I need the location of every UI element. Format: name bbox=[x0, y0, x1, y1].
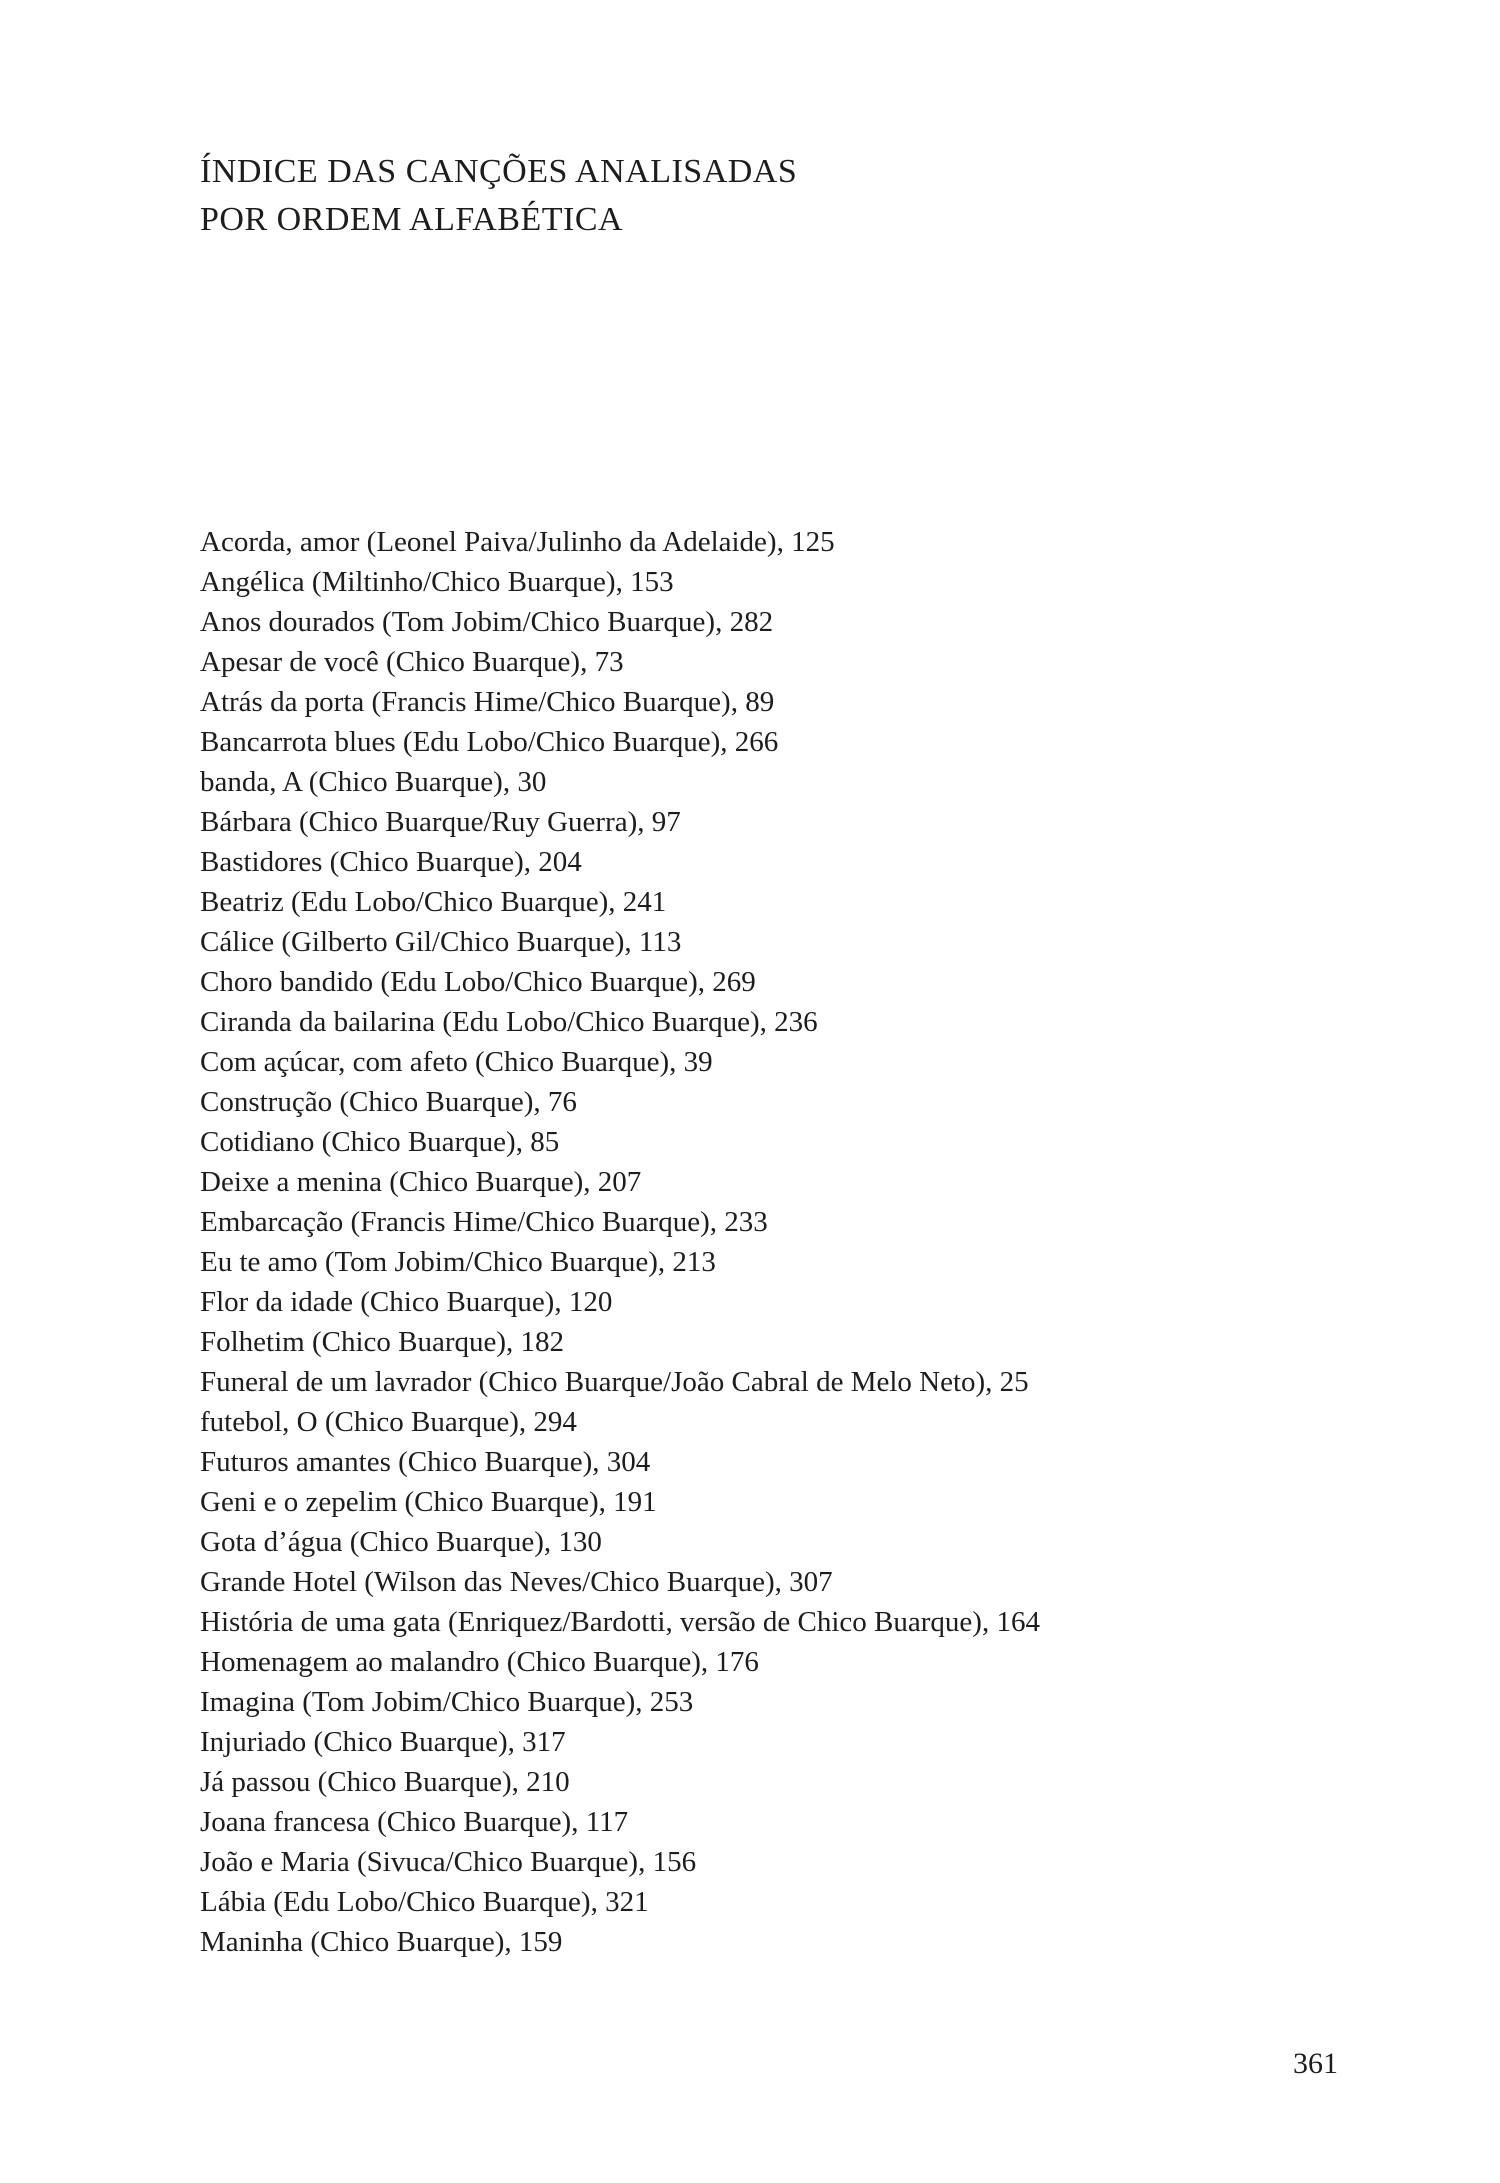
index-entry: Joana francesa (Chico Buarque), 117 bbox=[200, 1806, 629, 1838]
index-entry: Funeral de um lavrador (Chico Buarque/João Cabral de Melo Neto), 25 bbox=[200, 1366, 1029, 1398]
index-entry: Injuriado (Chico Buarque), 317 bbox=[200, 1726, 566, 1758]
index-entry: Cotidiano (Chico Buarque), 85 bbox=[200, 1126, 560, 1158]
index-entry: Bárbara (Chico Buarque/Ruy Guerra), 97 bbox=[200, 806, 681, 838]
index-entry: Folhetim (Chico Buarque), 182 bbox=[200, 1326, 565, 1358]
index-entry: Angélica (Miltinho/Chico Buarque), 153 bbox=[200, 566, 674, 598]
index-entry: Futuros amantes (Chico Buarque), 304 bbox=[200, 1446, 651, 1478]
index-entry: Bastidores (Chico Buarque), 204 bbox=[200, 846, 582, 878]
index-entry: História de uma gata (Enriquez/Bardotti, versão de Chico Buarque), 164 bbox=[200, 1606, 1040, 1638]
index-entry: Eu te amo (Tom Jobim/Chico Buarque), 213 bbox=[200, 1246, 716, 1278]
index-entry: Acorda, amor (Leonel Paiva/Julinho da Adelaide), 125 bbox=[200, 526, 835, 558]
index-entry: futebol, O (Chico Buarque), 294 bbox=[200, 1406, 577, 1438]
index-entry: Ciranda da bailarina (Edu Lobo/Chico Buarque), 236 bbox=[200, 1006, 818, 1038]
index-entry: Beatriz (Edu Lobo/Chico Buarque), 241 bbox=[200, 886, 667, 918]
index-entry: Geni e o zepelim (Chico Buarque), 191 bbox=[200, 1486, 657, 1518]
index-entry: banda, A (Chico Buarque), 30 bbox=[200, 766, 547, 798]
index-entry: Embarcação (Francis Hime/Chico Buarque), 233 bbox=[200, 1206, 768, 1238]
index-entry: Gota d’água (Chico Buarque), 130 bbox=[200, 1526, 602, 1558]
page-title-line-2: POR ORDEM ALFABÉTICA bbox=[200, 201, 624, 238]
index-entry: Choro bandido (Edu Lobo/Chico Buarque), 269 bbox=[200, 966, 756, 998]
index-entry: João e Maria (Sivuca/Chico Buarque), 156 bbox=[200, 1846, 697, 1878]
index-entry: Atrás da porta (Francis Hime/Chico Buarque), 89 bbox=[200, 686, 775, 718]
index-entry: Lábia (Edu Lobo/Chico Buarque), 321 bbox=[200, 1886, 649, 1918]
index-entry: Apesar de você (Chico Buarque), 73 bbox=[200, 646, 624, 678]
index-entry: Flor da idade (Chico Buarque), 120 bbox=[200, 1286, 613, 1318]
page-title bbox=[200, 148, 797, 244]
index-entry: Homenagem ao malandro (Chico Buarque), 176 bbox=[200, 1646, 759, 1678]
song-index-list bbox=[200, 522, 1340, 1962]
index-entry: Deixe a menina (Chico Buarque), 207 bbox=[200, 1166, 642, 1198]
page-title-line-1: ÍNDICE DAS CANÇÕES ANALISADAS bbox=[200, 153, 798, 190]
index-entry: Grande Hotel (Wilson das Neves/Chico Buarque), 307 bbox=[200, 1566, 833, 1598]
index-entry: Maninha (Chico Buarque), 159 bbox=[200, 1926, 563, 1958]
index-entry: Cálice (Gilberto Gil/Chico Buarque), 113 bbox=[200, 926, 682, 958]
index-entry: Imagina (Tom Jobim/Chico Buarque), 253 bbox=[200, 1686, 694, 1718]
page-number: 361 bbox=[1293, 2047, 1338, 2080]
index-entry: Já passou (Chico Buarque), 210 bbox=[200, 1766, 570, 1798]
index-entry: Com açúcar, com afeto (Chico Buarque), 39 bbox=[200, 1046, 713, 1078]
index-entry: Bancarrota blues (Edu Lobo/Chico Buarque), 266 bbox=[200, 726, 779, 758]
index-entry: Anos dourados (Tom Jobim/Chico Buarque), 282 bbox=[200, 606, 774, 638]
index-entry: Construção (Chico Buarque), 76 bbox=[200, 1086, 577, 1118]
